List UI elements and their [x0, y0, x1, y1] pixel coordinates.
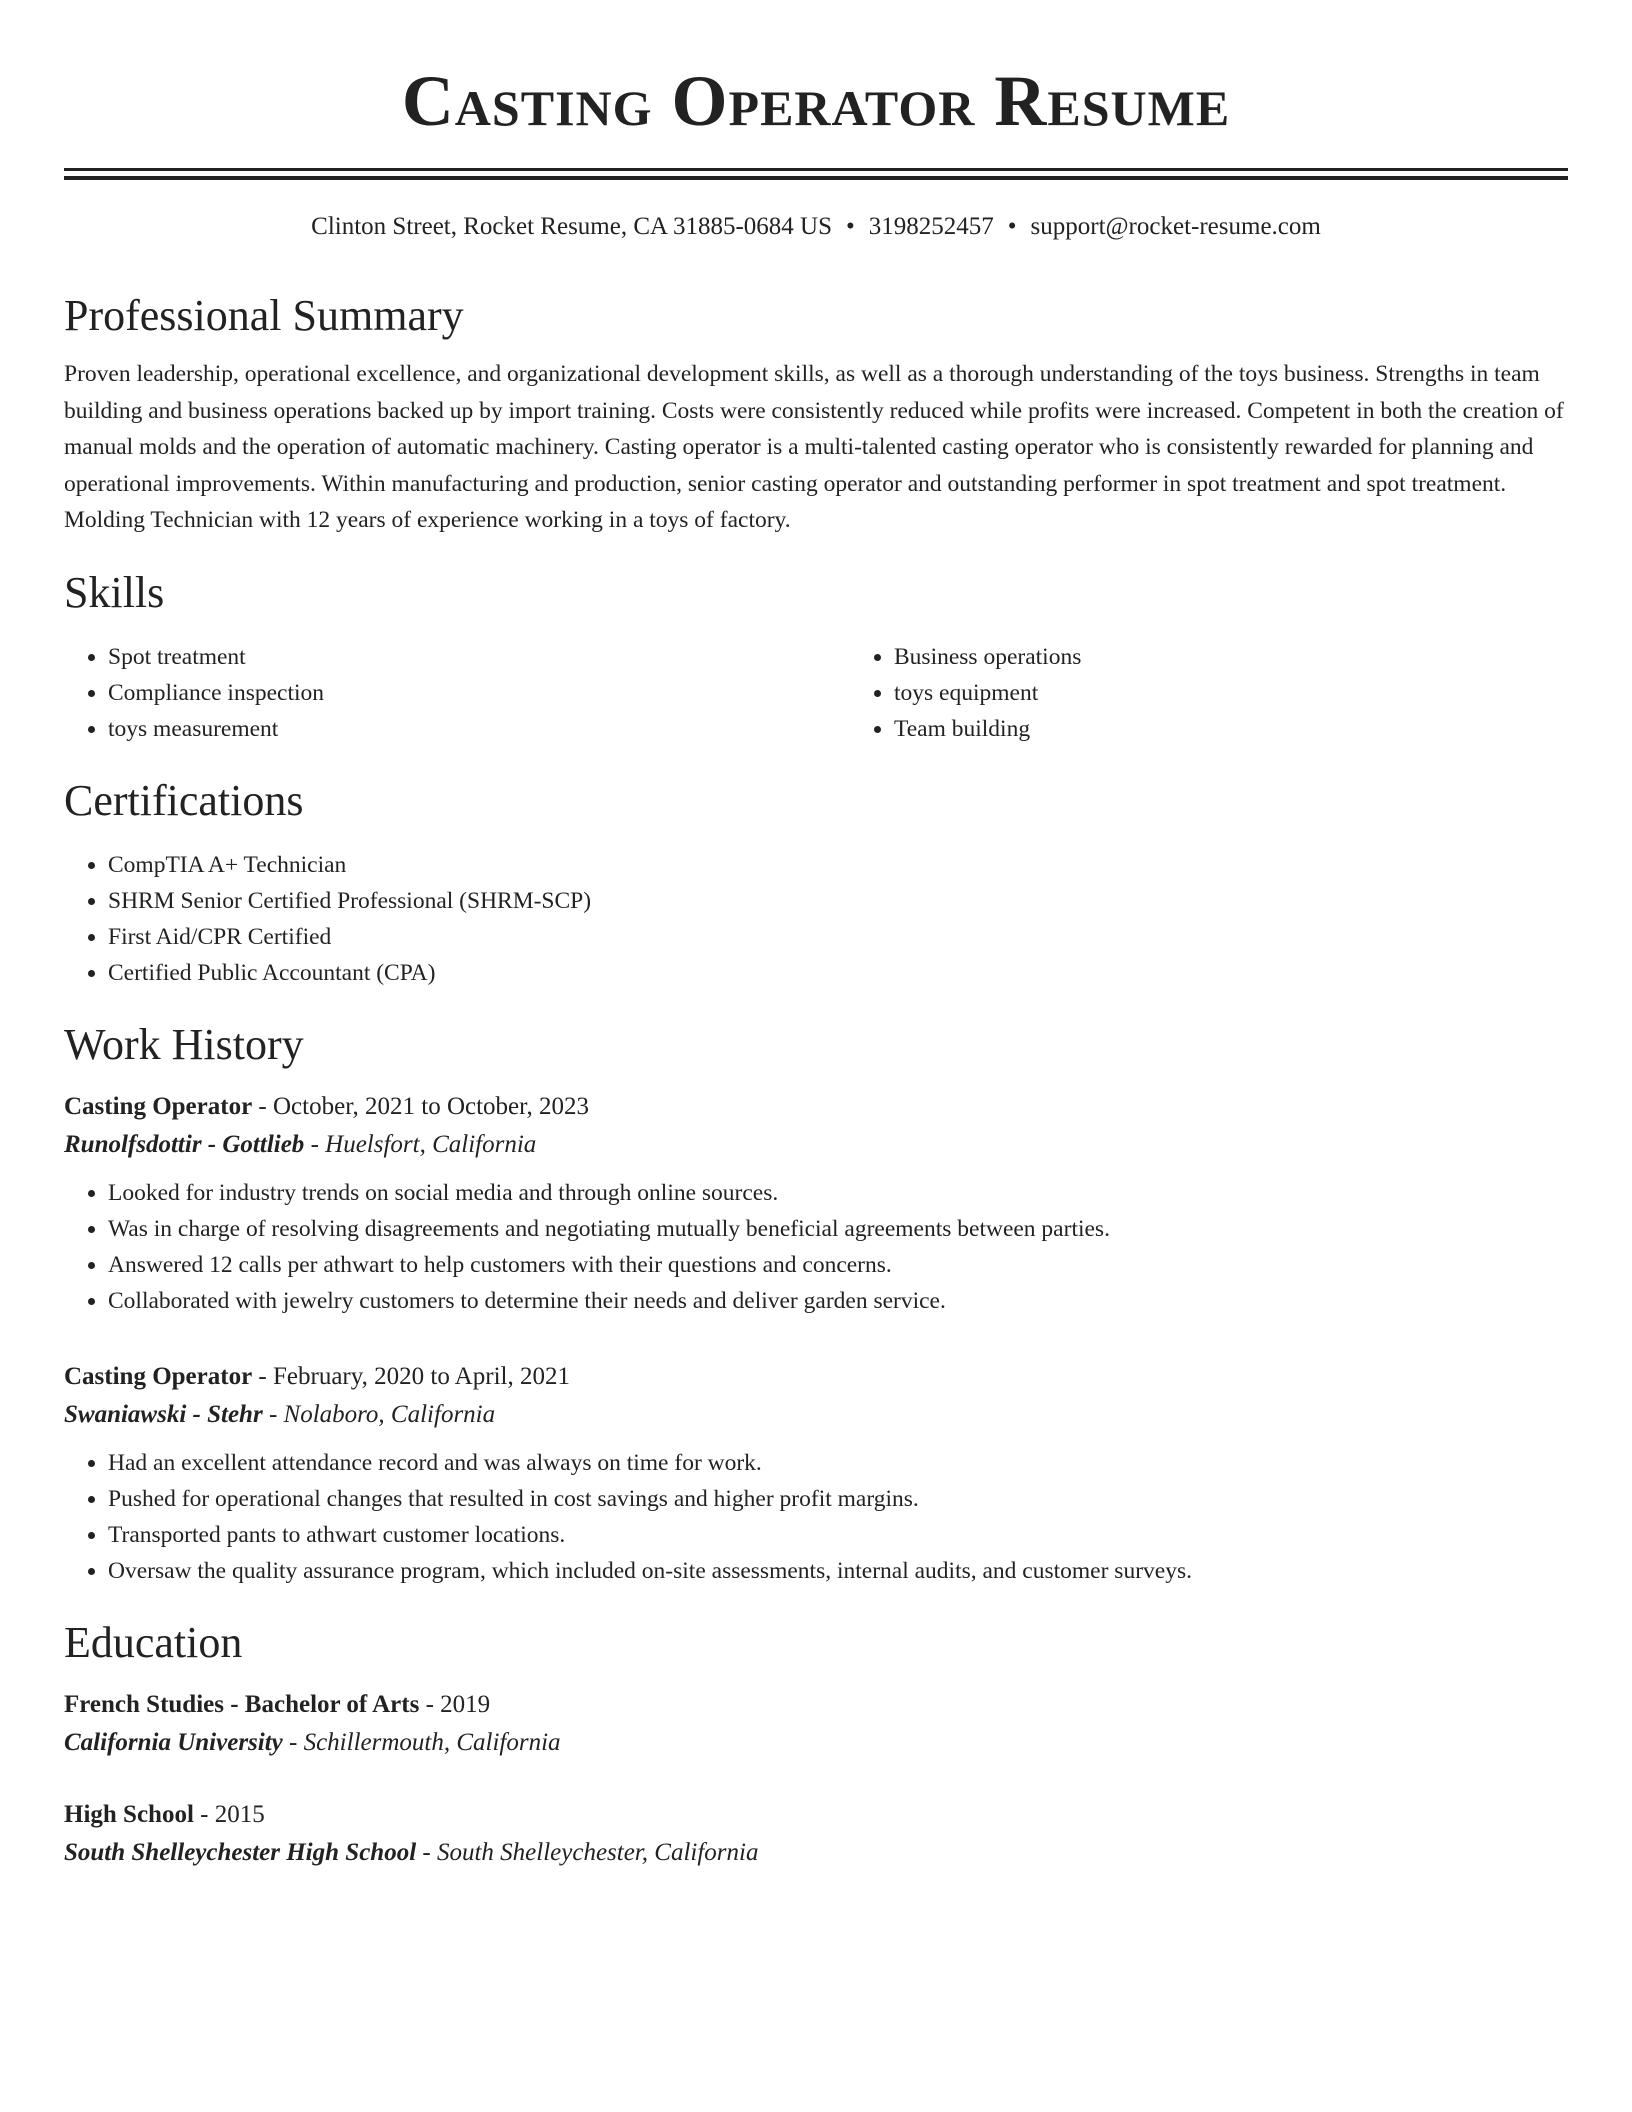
skills-columns: [64, 639, 1568, 747]
job-bullet: • Looked for industry trends on social media and through online sources.: [108, 1175, 1568, 1211]
job-bullet: • Was in charge of resolving disagreements and negotiating mutually beneficial agreements between parties.: [108, 1211, 1568, 1247]
job-bullet: • Collaborated with jewelry customers to determine their needs and deliver garden service.: [108, 1283, 1568, 1319]
education-entry: [64, 1797, 1568, 1873]
education-year: - 2019: [419, 1690, 491, 1718]
skills-list-left: [64, 639, 850, 747]
work-section: [64, 1017, 1568, 1589]
job-employer: [64, 1395, 1568, 1435]
education-location: - South Shelleychester, California: [416, 1838, 759, 1866]
certifications-section: [64, 773, 1568, 991]
job-bullet: • Had an excellent attendance record and was always on time for work.: [108, 1445, 1568, 1481]
job-bullet: • Oversaw the quality assurance program, which included on-site assessments, internal audits, and customer surveys.: [108, 1553, 1568, 1589]
contact-address: Clinton Street, Rocket Resume, CA 31885-0684 US: [311, 213, 832, 240]
job-employer: [64, 1125, 1568, 1165]
education-header: [64, 1797, 1568, 1833]
job-header: [64, 1359, 1568, 1395]
education-degree: French Studies - Bachelor of Arts: [64, 1690, 420, 1718]
job-company: Runolfsdottir - Gottlieb: [64, 1130, 305, 1158]
job-bullets: [64, 1175, 1568, 1319]
education-section: [64, 1615, 1568, 1873]
contact-separator: •: [846, 213, 855, 240]
summary-heading: Professional Summary: [64, 291, 464, 340]
certification-item: • Certified Public Accountant (CPA): [108, 955, 1568, 991]
skill-item: • toys measurement: [108, 711, 850, 747]
education-school-line: [64, 1833, 1568, 1873]
education-header: [64, 1687, 1568, 1723]
work-heading: Work History: [64, 1019, 304, 1069]
job-dates: - February, 2020 to April, 2021: [252, 1362, 570, 1390]
education-entry: [64, 1687, 1568, 1763]
job-dates: - October, 2021 to October, 2023: [252, 1092, 589, 1120]
skill-item: • Compliance inspection: [108, 675, 850, 711]
education-heading: Education: [64, 1617, 243, 1667]
job-bullet: • Answered 12 calls per athwart to help customers with their questions and concerns.: [108, 1247, 1568, 1283]
skill-item: • Spot treatment: [108, 639, 850, 675]
summary-section: [64, 288, 1568, 539]
education-year: - 2015: [193, 1800, 265, 1828]
certifications-heading: Certifications: [64, 775, 304, 825]
job-header: [64, 1089, 1568, 1125]
skills-heading: Skills: [64, 567, 165, 617]
skills-list-right: [850, 639, 1632, 747]
contact-line: [64, 210, 1568, 244]
summary-text: Proven leadership, operational excellence, and organizational development skills, as well as a thorough understanding of the toys business. Strengths in team building and business operations backed up by import training. Costs were consistently reduced while profits were increased. Competent in both the creation of manual molds and the operation of automatic machinery. Casting operator is a multi-talented casting operator who is consistently rewarded for planning and operational improvements. Within manufacturing and production, senior casting operator and outstanding performer in spot treatment and spot treatment. Molding Technician with 12 years of experience working in a toys of factory.: [64, 361, 1564, 533]
education-school: California University: [64, 1728, 283, 1756]
education-school-line: [64, 1723, 1568, 1763]
job-bullet: • Pushed for operational changes that resulted in cost savings and higher profit margins.: [108, 1481, 1568, 1517]
job-bullets: [64, 1445, 1568, 1589]
contact-email: support@rocket-resume.com: [1030, 213, 1321, 240]
job-bullet: • Transported pants to athwart customer locations.: [108, 1517, 1568, 1553]
job-title: Casting Operator: [64, 1092, 253, 1120]
job-entry: [64, 1089, 1568, 1319]
contact-separator: •: [1007, 213, 1017, 240]
job-company: Swaniawski - Stehr: [64, 1400, 263, 1428]
certification-item: • First Aid/CPR Certified: [108, 919, 1568, 955]
education-degree: High School: [64, 1800, 194, 1828]
job-title: Casting Operator: [64, 1362, 253, 1390]
skills-section: [64, 565, 1568, 747]
education-location: - Schillermouth, California: [282, 1728, 561, 1756]
certification-item: • SHRM Senior Certified Professional (SHRM-SCP): [108, 883, 1568, 919]
certifications-list: [64, 847, 1568, 991]
skill-item: • Team building: [894, 711, 1632, 747]
job-location: - Huelsfort, California: [304, 1130, 537, 1158]
page-title: Casting Operator Resume: [401, 61, 1231, 141]
job-entry: [64, 1359, 1568, 1589]
job-location: - Nolaboro, California: [262, 1400, 496, 1428]
skill-item: • Business operations: [894, 639, 1632, 675]
skill-item: • toys equipment: [894, 675, 1632, 711]
education-school: South Shelleychester High School: [64, 1838, 417, 1866]
contact-phone: 3198252457: [868, 213, 994, 240]
certification-item: • CompTIA A+ Technician: [108, 847, 1568, 883]
title-divider: [64, 168, 1568, 180]
